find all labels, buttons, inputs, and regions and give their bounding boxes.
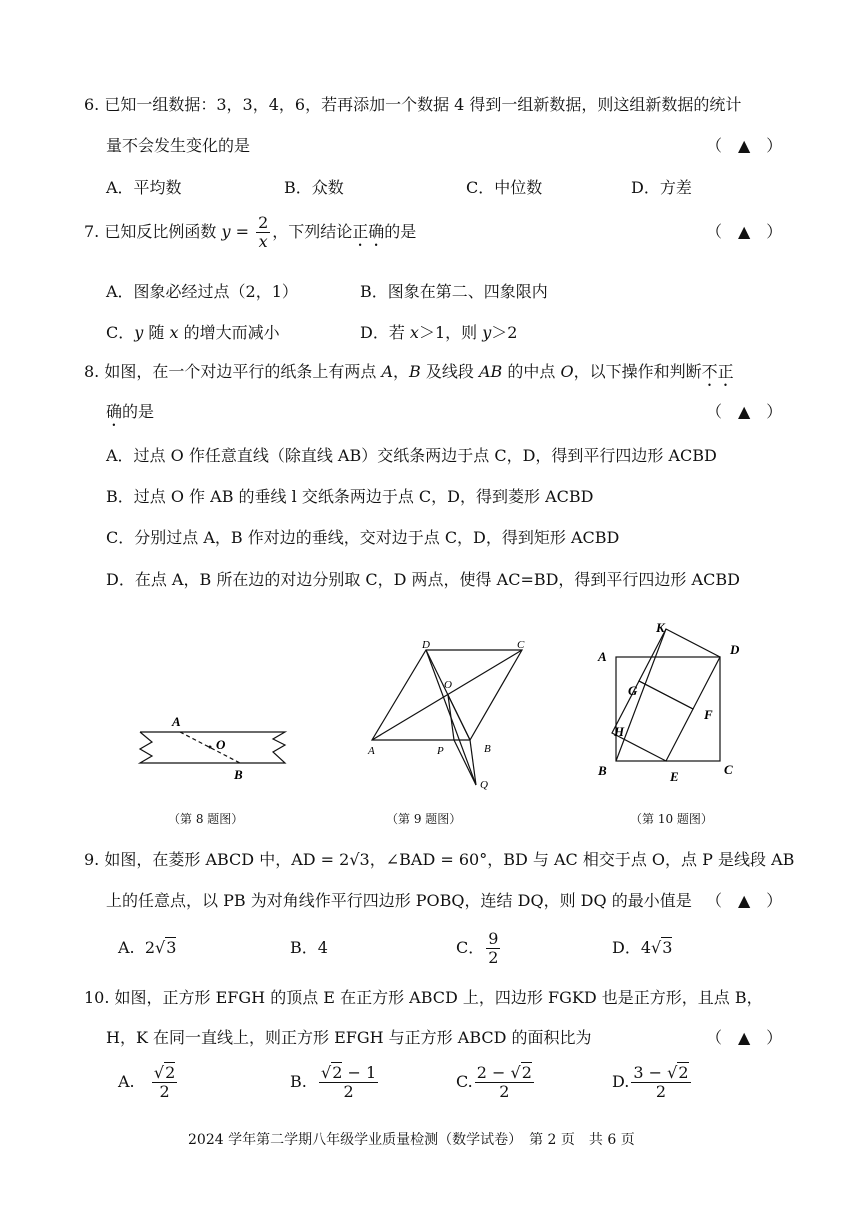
- fig9-caption: （第 9 题图）: [386, 812, 462, 826]
- q7-option-a: A．图象必经过点（2，1）: [106, 282, 298, 301]
- q6-option-c: C．中位数: [466, 178, 543, 197]
- q10-optb-num: √2 − 1: [321, 1063, 377, 1082]
- q6-option-b: B．众数: [284, 178, 344, 197]
- q9-optc-label: C．: [456, 938, 485, 957]
- q10-optc-rad: 2: [521, 1063, 532, 1082]
- q10-optc-label: C.: [456, 1072, 473, 1091]
- q7-optc-label: C．: [106, 323, 135, 342]
- fig8-caption: （第 8 题图）: [168, 812, 244, 826]
- q9-optc-num: 9: [488, 929, 499, 948]
- q8-l1-AB: AB: [478, 362, 503, 381]
- fig10-label-D: D: [730, 642, 740, 657]
- figure-10: [590, 615, 750, 785]
- q9-optc-fraction: [486, 930, 500, 967]
- q7-option-d: [360, 323, 517, 343]
- q10-answer-mark: （ ▲ ）: [706, 1028, 783, 1047]
- q8-l1-O: O: [560, 362, 574, 381]
- q7-option-c: [106, 323, 280, 343]
- q7-optc-y: y: [134, 323, 144, 342]
- fig9-label-C: C: [517, 639, 525, 651]
- q9-optd-label: D．: [612, 938, 641, 957]
- fig10-caption: （第 10 题图）: [630, 812, 713, 826]
- q8-l1-B: B: [409, 362, 421, 381]
- q10-optd-den: 2: [655, 1082, 667, 1101]
- fig9-label-D: D: [422, 639, 430, 651]
- q9-optd-radicand: 3: [662, 938, 673, 957]
- q6-line2: 量不会发生变化的是: [106, 136, 251, 155]
- q7-suffix-a: ，下列结论: [272, 222, 353, 241]
- q9-optd-coef: 4: [640, 938, 652, 957]
- fig10-label-C: C: [724, 762, 733, 777]
- fig9-label-B: B: [484, 743, 491, 755]
- fig10-label-H: H: [614, 724, 625, 739]
- q7-func-lhs: y: [221, 222, 231, 241]
- q7-optc-x: x: [169, 323, 179, 342]
- fig10-label-G: G: [628, 683, 638, 698]
- q9-opta-radicand: 3: [166, 938, 177, 957]
- q8-answer-mark: （ ▲ ）: [706, 402, 783, 421]
- q10-optb-tail: − 1: [342, 1063, 377, 1082]
- q7-option-b: B．图象在第二、四象限内: [360, 282, 548, 301]
- q9-opta-coef: 2: [144, 938, 155, 957]
- q10-optd-head: 3 −: [633, 1063, 668, 1082]
- q7-optd-mid: ＞1，则: [418, 323, 483, 342]
- fig10-label-F: F: [704, 707, 713, 722]
- q8-option-b: B．过点 O 作 AB 的垂线 l 交纸条两边于点 C，D，得到菱形 ACBD: [106, 487, 594, 506]
- q9-line2: 上的任意点，以 PB 为对角线作平行四边形 POBQ，连结 DQ，则 DQ 的最小值是: [106, 891, 692, 910]
- fig10-label-A: A: [598, 649, 607, 664]
- q7-optd-label: D．若: [360, 323, 410, 342]
- q6-option-d: D．方差: [631, 178, 692, 197]
- q9-option-c: [456, 928, 502, 968]
- q8-l1-c: 及线段: [420, 362, 479, 381]
- fig9-label-O: O: [444, 679, 452, 691]
- q9-option-d: D．4√3: [612, 938, 673, 957]
- q7-emphasis: 正确: [352, 222, 385, 241]
- q7-func-numerator: 2: [258, 213, 269, 232]
- q8-l1-d: 的中点: [502, 362, 561, 381]
- q9-optc-den: 2: [488, 948, 499, 967]
- q10-opta-den: 2: [159, 1082, 170, 1101]
- q10-optd-num: 3 − √2: [633, 1063, 689, 1082]
- fig8-label-B: B: [234, 767, 243, 782]
- q7-optd-x: x: [409, 323, 419, 342]
- fig9-label-A: A: [368, 745, 375, 757]
- q8-l2-emphasis: 确: [106, 402, 123, 421]
- q8-option-a: A．过点 O 作任意直线（除直线 AB）交纸条两边于点 C，D，得到平行四边形 ACBD: [106, 446, 717, 465]
- q10-optb-fraction: [319, 1064, 378, 1101]
- q10-optd-fraction: [631, 1064, 690, 1101]
- q7-func-eq: =: [230, 222, 255, 241]
- figure-8: [130, 705, 300, 785]
- q8-option-d: D．在点 A，B 所在边的对边分别取 C，D 两点，使得 AC=BD，得到平行四边形 ACBD: [106, 570, 740, 589]
- q10-opta-fraction: [152, 1064, 177, 1101]
- q7-suffix-b: 的是: [384, 222, 417, 241]
- q9-option-b: B．4: [290, 938, 328, 957]
- fig8-label-A: A: [172, 714, 181, 729]
- q10-optc-num: 2 − √2: [476, 1063, 532, 1082]
- q10-opta-rad: 2: [165, 1063, 176, 1082]
- q10-optb-rad: 2: [332, 1063, 343, 1082]
- q8-l1-a: 8. 如图，在一个对边平行的纸条上有两点: [84, 362, 382, 381]
- q10-optd-label: D.: [612, 1072, 630, 1091]
- q7-optc-tail: 的增大而减小: [178, 323, 280, 342]
- q10-option-a: [118, 1062, 179, 1102]
- q9-answer-mark: （ ▲ ）: [706, 891, 783, 910]
- q10-option-b: [290, 1062, 380, 1102]
- q8-l2-b: 的是: [122, 402, 155, 421]
- q8-line2: [106, 402, 154, 430]
- fig9-label-P: P: [437, 745, 444, 757]
- q7-prefix: 7. 已知反比例函数: [84, 222, 222, 241]
- q10-optb-label: B.: [290, 1072, 307, 1091]
- q6-line1: 6. 已知一组数据：3，3，4，6，若再添加一个数据 4 得到一组新数据，则这组新数据的统计: [84, 95, 742, 114]
- fig10-label-B: B: [598, 763, 607, 778]
- q6-answer-mark: （ ▲ ）: [706, 136, 783, 155]
- q9-opta-label: A.: [118, 938, 135, 957]
- q7-func-denominator: x: [258, 232, 268, 251]
- q10-opta-label: A.: [118, 1072, 135, 1091]
- page-footer: 2024 学年第二学期八年级学业质量检测（数学试卷） 第 2 页 共 6 页: [188, 1132, 635, 1148]
- q8-l1-emphasis: 不正: [701, 362, 734, 381]
- q10-optc-head: 2 −: [476, 1063, 511, 1082]
- fig10-label-E: E: [670, 769, 679, 784]
- q8-option-c: C．分别过点 A，B 作对边的垂线，交对边于点 C，D，得到矩形 ACBD: [106, 528, 620, 547]
- q7-optd-tail: ＞2: [491, 323, 518, 342]
- q10-line2: H，K 在同一直线上，则正方形 EFGH 与正方形 ABCD 的面积比为: [106, 1028, 592, 1047]
- q9-option-a: A. 2√3: [118, 938, 177, 957]
- figure-9: [360, 636, 535, 796]
- fig10-label-K: K: [656, 620, 665, 635]
- q10-opta-num: √2: [153, 1063, 176, 1082]
- q10-option-c: [456, 1062, 536, 1102]
- q10-option-d: [612, 1062, 693, 1102]
- q10-optc-den: 2: [499, 1082, 510, 1101]
- q7-func-fraction: [256, 214, 270, 251]
- q9-line1: 9. 如图，在菱形 ABCD 中，AD = 2√3，∠BAD = 60°，BD 与 AC 相交于点 O，点 P 是线段 AB: [84, 850, 795, 869]
- fig9-label-Q: Q: [480, 779, 488, 791]
- q10-line1: 10. 如图，正方形 EFGH 的顶点 E 在正方形 ABCD 上，四边形 FGKD 也是正方形，且点 B，: [84, 988, 763, 1007]
- q8-l1-b: ，: [393, 362, 410, 381]
- fig8-label-O: O: [216, 737, 226, 752]
- q10-optc-fraction: [475, 1064, 534, 1101]
- q7-answer-mark: （ ▲ ）: [706, 222, 783, 241]
- q7-optc-mid: 随: [143, 323, 170, 342]
- q10-optd-rad: 2: [678, 1063, 689, 1082]
- q10-optb-den: 2: [343, 1082, 354, 1101]
- q8-line1: [84, 362, 734, 390]
- q7-stem: [84, 212, 416, 252]
- q8-l1-A: A: [381, 362, 394, 381]
- q6-option-a: A．平均数: [106, 178, 182, 197]
- q7-optd-y: y: [482, 323, 492, 342]
- q8-l1-e: ，以下操作和判断: [573, 362, 702, 381]
